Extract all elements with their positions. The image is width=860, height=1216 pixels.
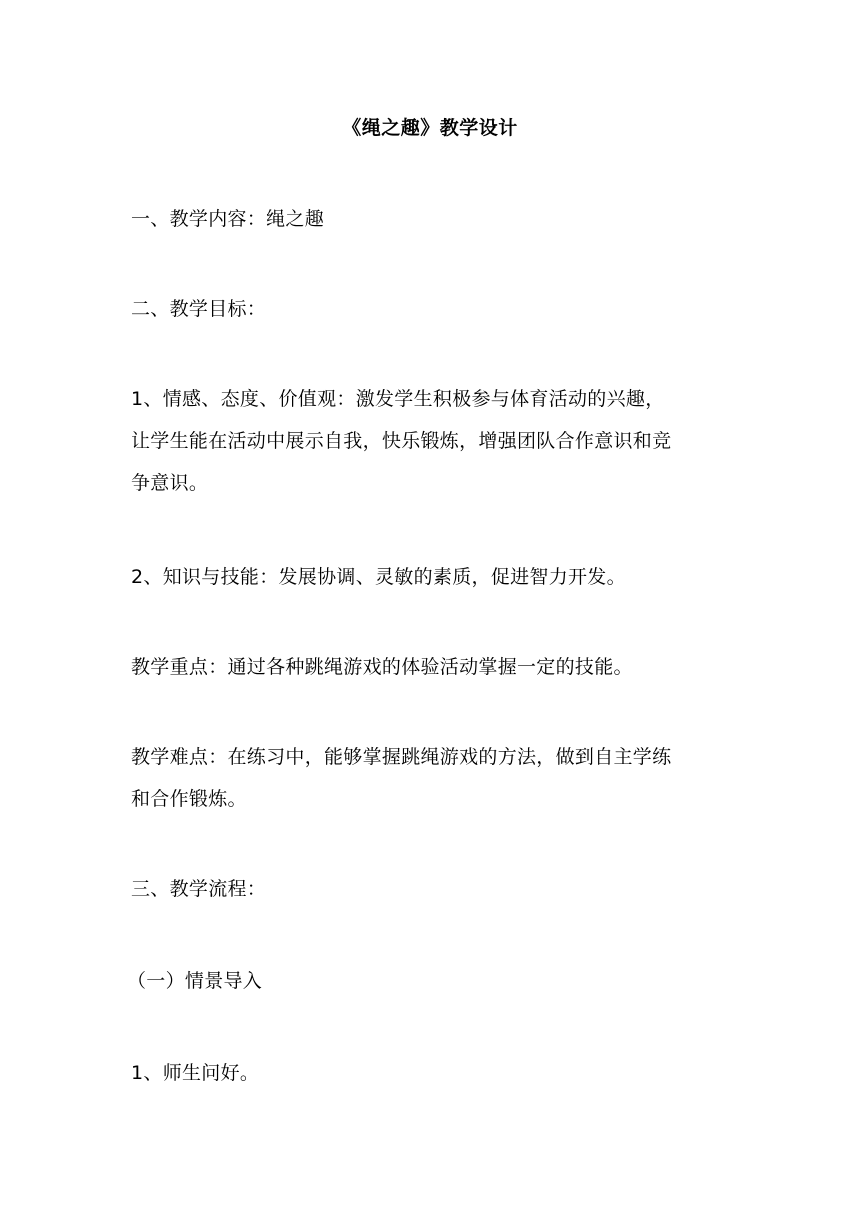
paragraph-teaching-objectives bbox=[131, 288, 741, 330]
text-line: 1、情感、态度、价值观：激发学生积极参与体育活动的兴趣， bbox=[131, 388, 665, 410]
text-line: 一、教学内容：绳之趣 bbox=[131, 208, 325, 230]
paragraph-key-point bbox=[131, 646, 741, 688]
paragraph-objective-2 bbox=[131, 556, 741, 598]
text-line: 三、教学流程： bbox=[131, 878, 267, 900]
text-line: 教学难点：在练习中，能够掌握跳绳游戏的方法，做到自主学练 bbox=[131, 746, 672, 768]
text-line: 和合作锻炼。 bbox=[131, 788, 247, 810]
text-line: 争意识。 bbox=[131, 472, 209, 494]
paragraph-teaching-content bbox=[131, 198, 741, 240]
paragraph-scene-intro bbox=[127, 960, 737, 1002]
document-title: 《绳之趣》教学设计 bbox=[342, 117, 518, 139]
paragraph-teaching-process bbox=[131, 868, 741, 910]
text-line: 1、师生问好。 bbox=[131, 1062, 260, 1084]
text-line: 教学重点：通过各种跳绳游戏的体验活动掌握一定的技能。 bbox=[131, 656, 633, 678]
text-line: 2、知识与技能：发展协调、灵敏的素质，促进智力开发。 bbox=[131, 566, 626, 588]
paragraph-difficulty bbox=[131, 736, 741, 820]
paragraph-objective-1 bbox=[131, 378, 741, 504]
text-line: （一）情景导入 bbox=[127, 970, 263, 992]
text-line: 二、教学目标： bbox=[131, 298, 267, 320]
text-line: 让学生能在活动中展示自我，快乐锻炼，增强团队合作意识和竞 bbox=[131, 430, 672, 452]
paragraph-greeting bbox=[131, 1052, 741, 1094]
